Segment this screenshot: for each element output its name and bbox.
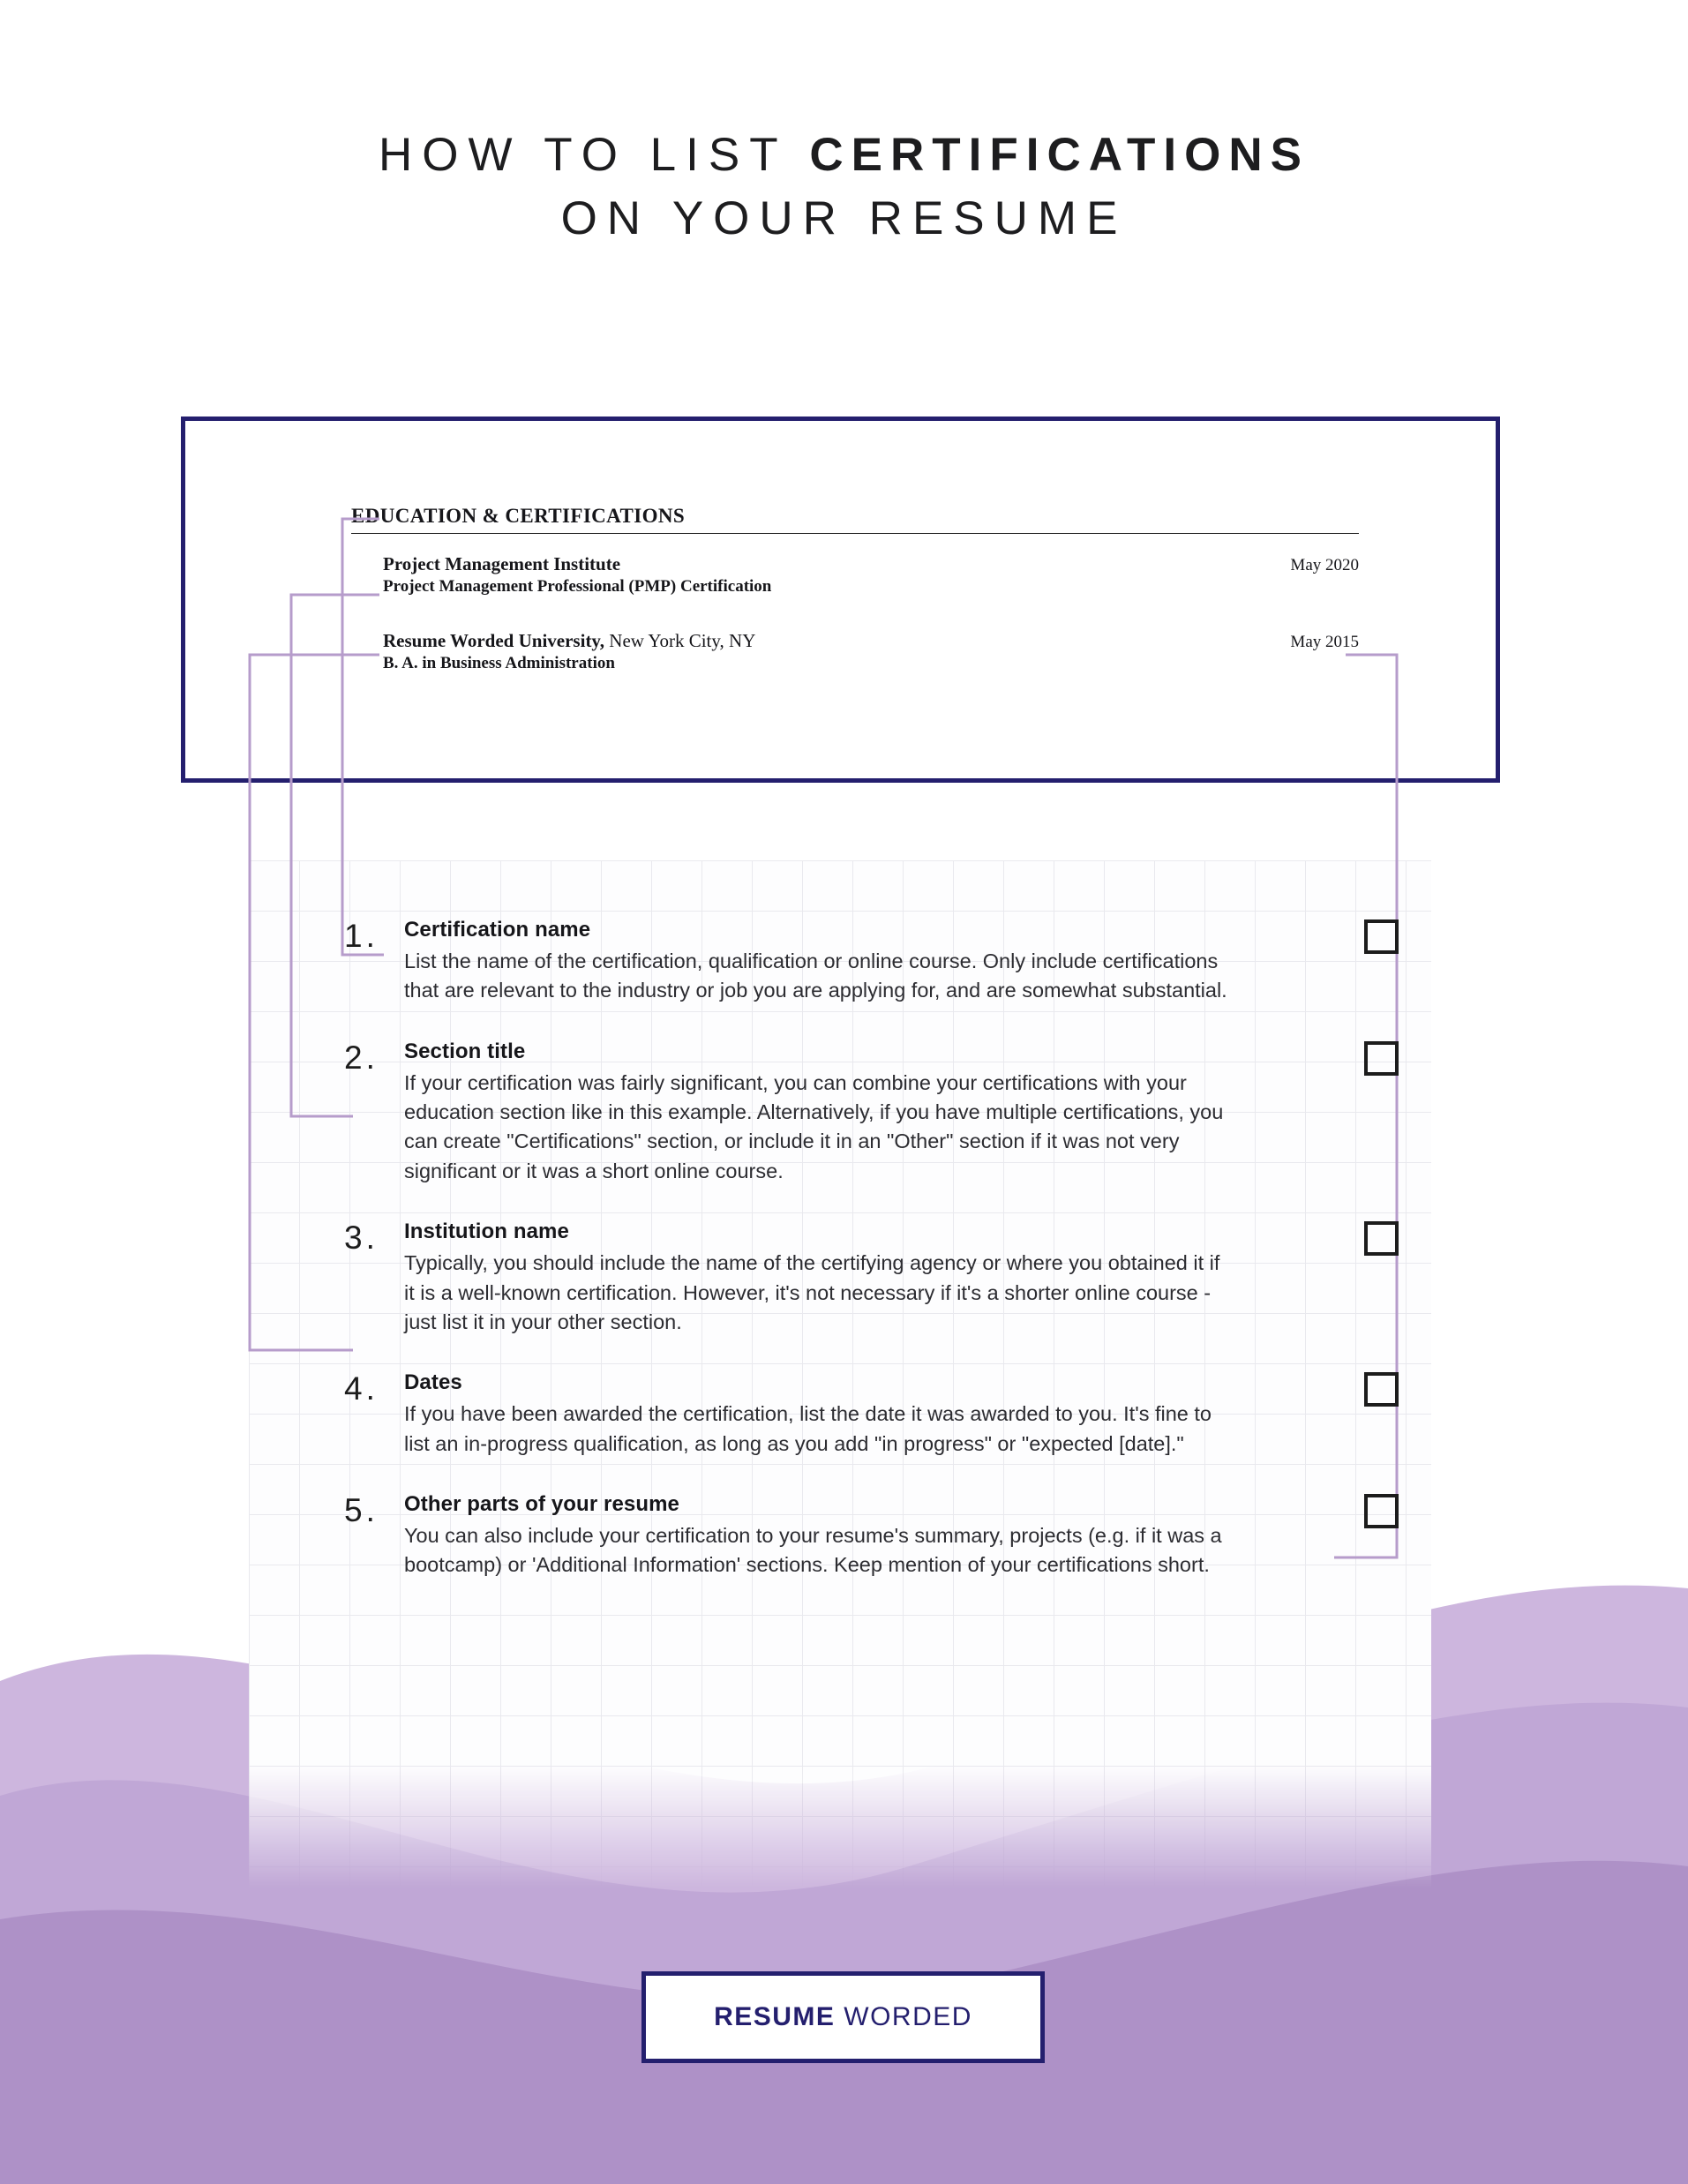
resume-entry-date: May 2015 [1290,633,1359,651]
resume-entry-certification [351,553,1359,597]
brand-name-bold: RESUME [714,2002,836,2031]
title-prefix: HOW TO LIST [378,129,810,181]
tip-title: Institution name [404,1220,569,1244]
resume-entry-organization [383,630,755,652]
tip-body [404,918,1234,1006]
brand-logo-text [714,2002,972,2032]
tip-title: Certification name [404,918,591,942]
tip-body [404,1039,1234,1186]
page-title [0,124,1688,250]
resume-section-heading: EDUCATION & CERTIFICATIONS [351,505,1359,534]
tip-body [404,1492,1234,1580]
resume-org-name: Resume Worded University, [383,630,605,651]
tip-title: Section title [404,1039,526,1063]
resume-entry-subtitle: B. A. in Business Administration [383,654,615,672]
resume-org-name: Project Management Institute [383,553,621,574]
tip-text: Typically, you should include the name of the certifying agency or where you obtained it if it is a well-known certification. However, it's not necessary if it's a shorter online course - just list it in your other section. [404,1251,1220,1333]
tip-checkbox[interactable] [1364,1494,1399,1528]
resume-entry-row [351,553,1359,575]
tip-title: Dates [404,1370,462,1395]
tip-number: 4. [344,1370,379,1407]
tip-text: If your certification was fairly significant, you can combine your certifications with your education section like in this example. Alternatively, if you have multiple certifications, you can create "Certifications" section, or include it in an "Other" section if it was not very significant or it was a short online course. [404,1070,1224,1182]
tip-body [404,1370,1234,1459]
list-item [344,1370,1368,1459]
tip-number: 5. [344,1491,379,1528]
resume-entry-organization [383,553,620,575]
tip-number: 2. [344,1039,379,1076]
title-line-1 [0,124,1688,187]
tips-list [344,918,1368,1614]
resume-entry-subtitle: Project Management Professional (PMP) Certification [383,577,772,596]
resume-org-location: New York City, NY [604,630,756,651]
list-item [344,1492,1368,1580]
tip-text: You can also include your certification to your resume's summary, projects (e.g. if it was a bootcamp) or 'Additional Information' sections. Keep mention of your certifications short. [404,1523,1222,1577]
list-item [344,1039,1368,1186]
title-line-2: ON YOUR RESUME [560,191,1128,244]
resume-sample-content [351,505,1362,673]
tip-title: Other parts of your resume [404,1491,680,1516]
brand-name-light: WORDED [835,2002,972,2031]
tip-body [404,1220,1234,1337]
resume-entry-row [351,630,1359,652]
tip-checkbox[interactable] [1364,1221,1399,1256]
resume-sample-box [181,417,1500,783]
brand-logo[interactable] [641,1971,1045,2063]
tip-text: If you have been awarded the certification, list the date it was awarded to you. It's fine to list an in-progress qualification, as long as you add "in progress" or "expected [date]." [404,1402,1212,1455]
resume-entry-education [351,630,1359,673]
resume-entry-date: May 2020 [1290,556,1359,574]
tip-text: List the name of the certification, qualification or online course. Only include certifications that are relevant to the industry or job you are applying for, and are somewhat substantial. [404,949,1227,1002]
tip-checkbox[interactable] [1364,919,1399,954]
tip-checkbox[interactable] [1364,1041,1399,1076]
tip-number: 3. [344,1220,379,1257]
list-item [344,918,1368,1006]
tip-number: 1. [344,918,379,954]
tip-checkbox[interactable] [1364,1372,1399,1407]
list-item [344,1220,1368,1337]
title-emphasis: CERTIFICATIONS [809,129,1310,181]
